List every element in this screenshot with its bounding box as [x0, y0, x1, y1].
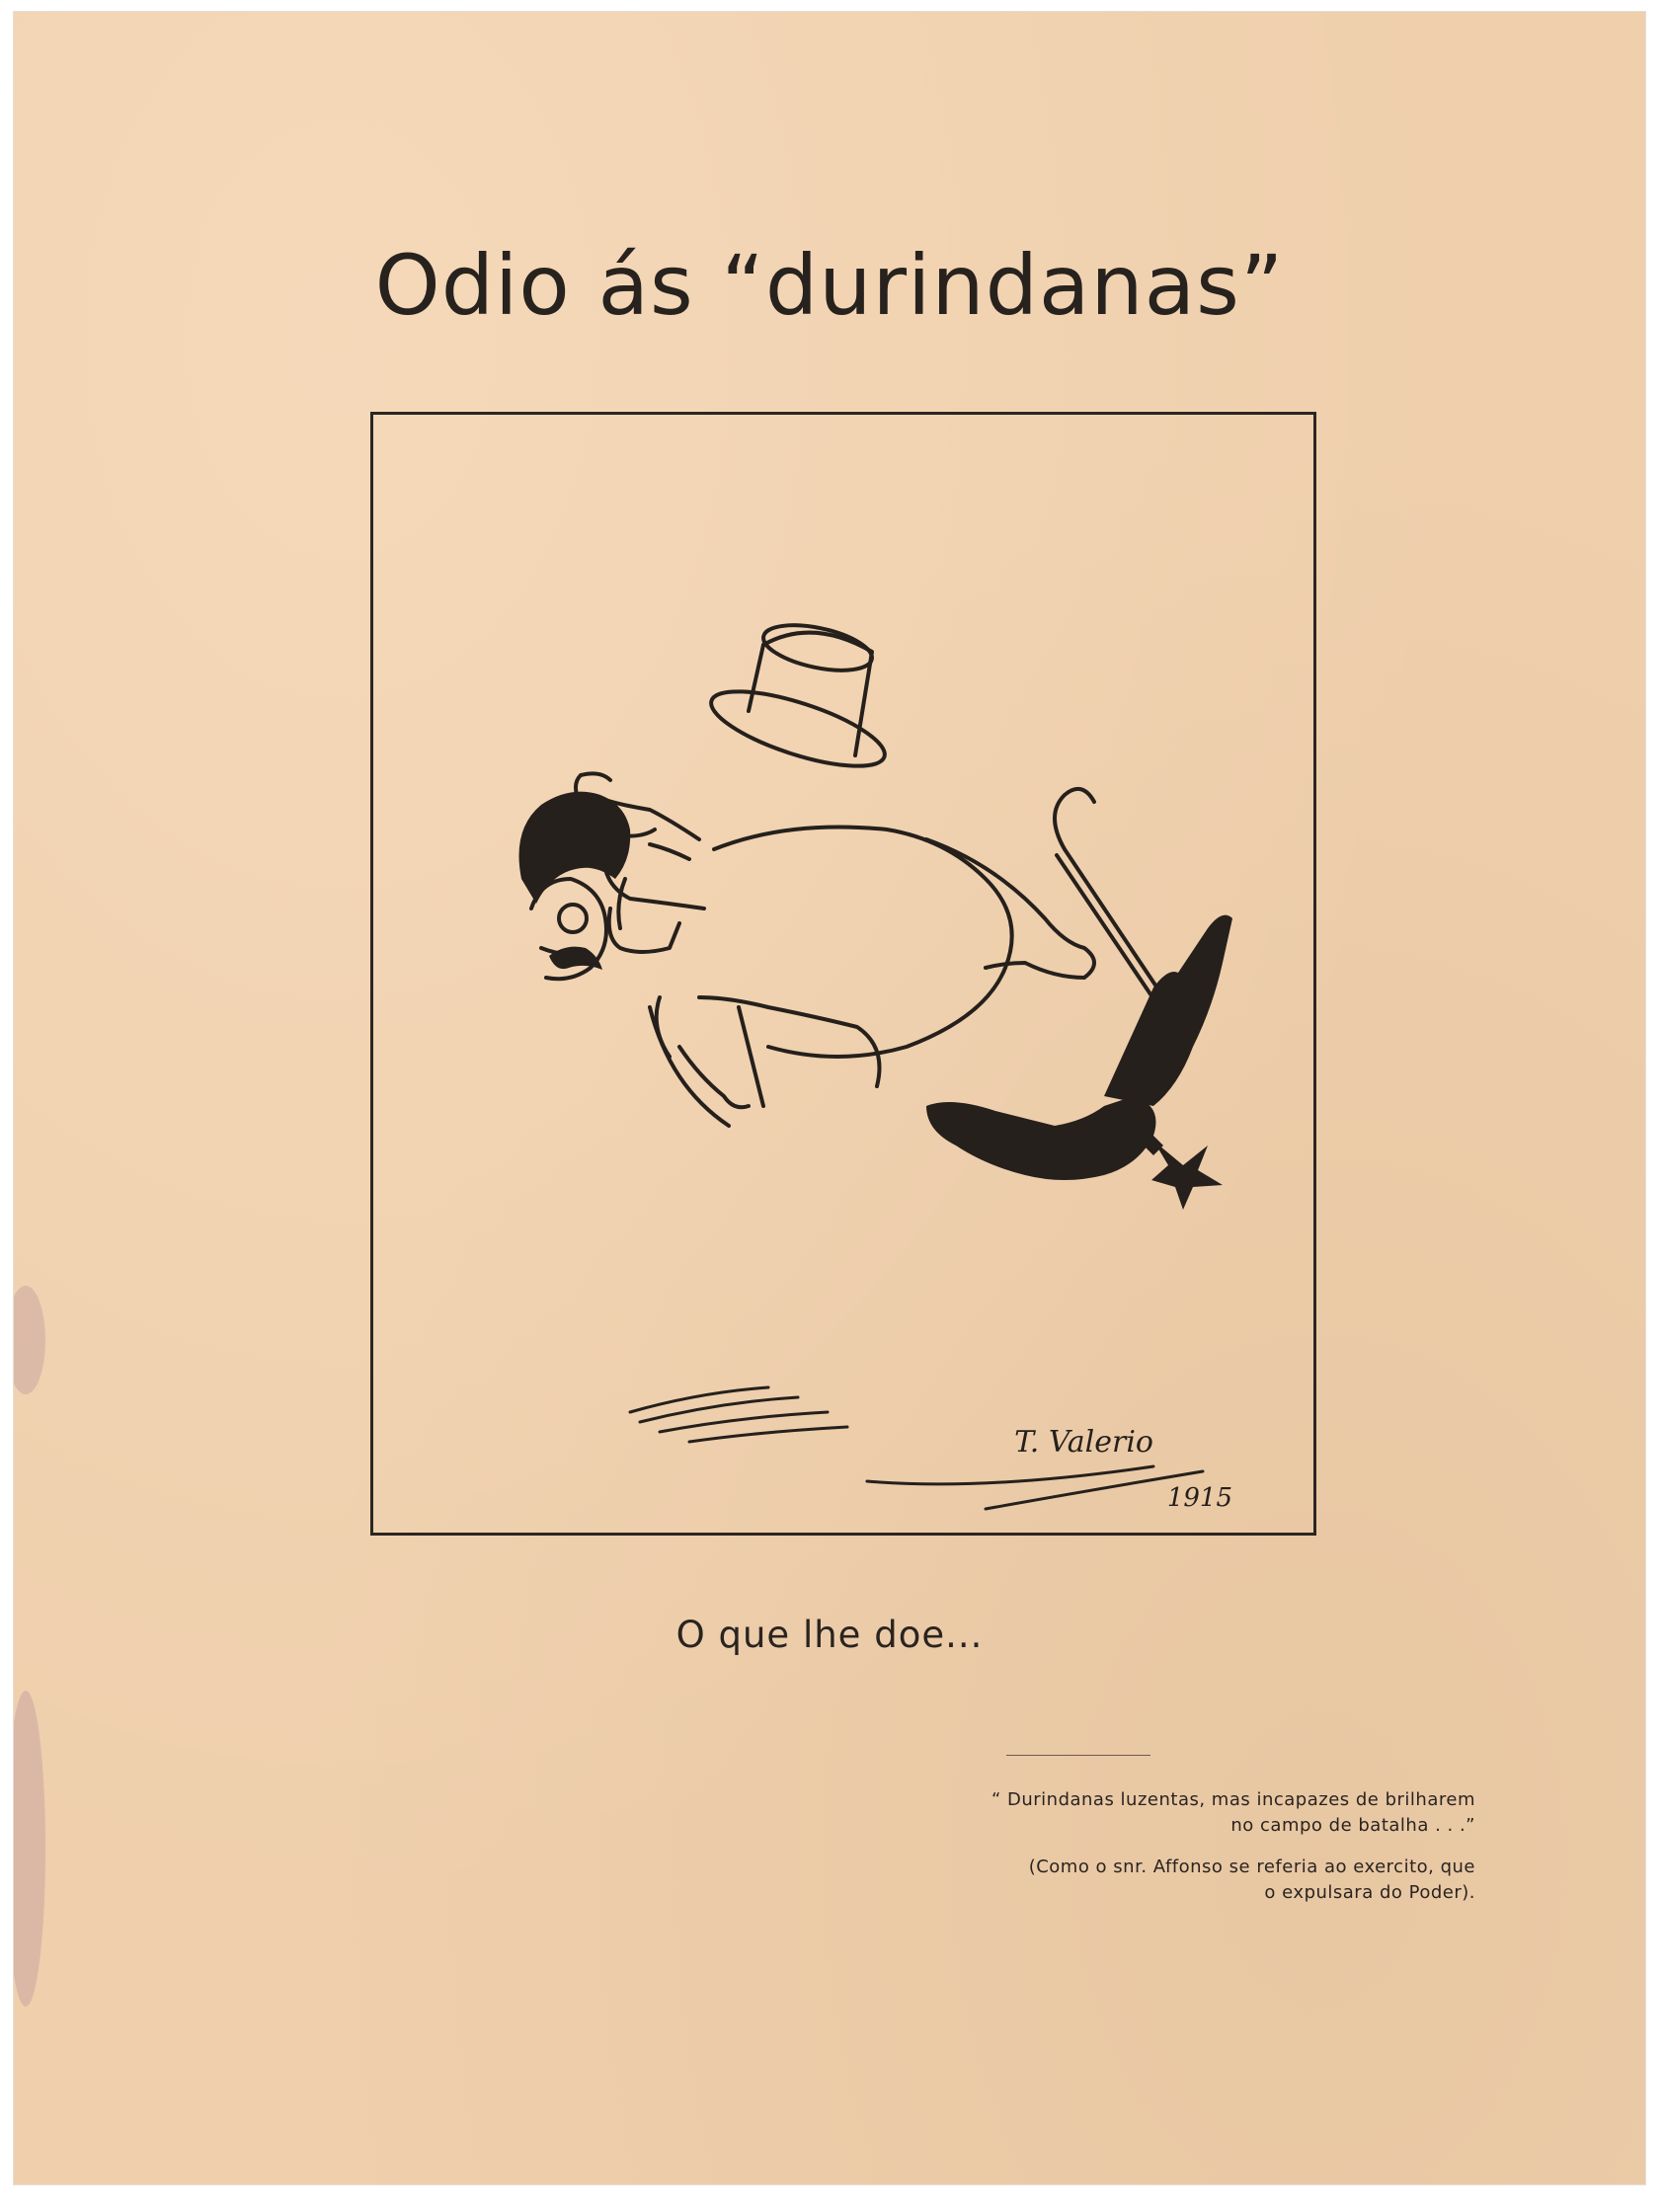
- cartoon-illustration: [370, 412, 1316, 1536]
- page-title: Odio ás “durindanas”: [374, 237, 1285, 334]
- paper-stain: [14, 1691, 45, 2007]
- motion-lines: [630, 1387, 847, 1442]
- quote-note: (Como o snr. Affonso se referia ao exercito, que o expulsara do Poder).: [1028, 1856, 1475, 1903]
- top-hat-icon: [703, 617, 892, 781]
- divider: [1006, 1755, 1150, 1756]
- document-page: [14, 12, 1645, 2184]
- cartoon-drawing: [373, 415, 1313, 1533]
- cartoon-signature: T. Valerio: [1014, 1425, 1153, 1460]
- military-boot-icon: [926, 915, 1232, 1210]
- cartoon-signature-year: 1915: [1166, 1483, 1232, 1513]
- quote-text: “ Durindanas luzentas, mas incapazes de brilharem no campo de batalha . . .”: [990, 1789, 1475, 1836]
- mustache-shape: [549, 947, 602, 970]
- paper-stain: [14, 1286, 45, 1394]
- cartoon-caption: O que lhe doe...: [675, 1614, 984, 1656]
